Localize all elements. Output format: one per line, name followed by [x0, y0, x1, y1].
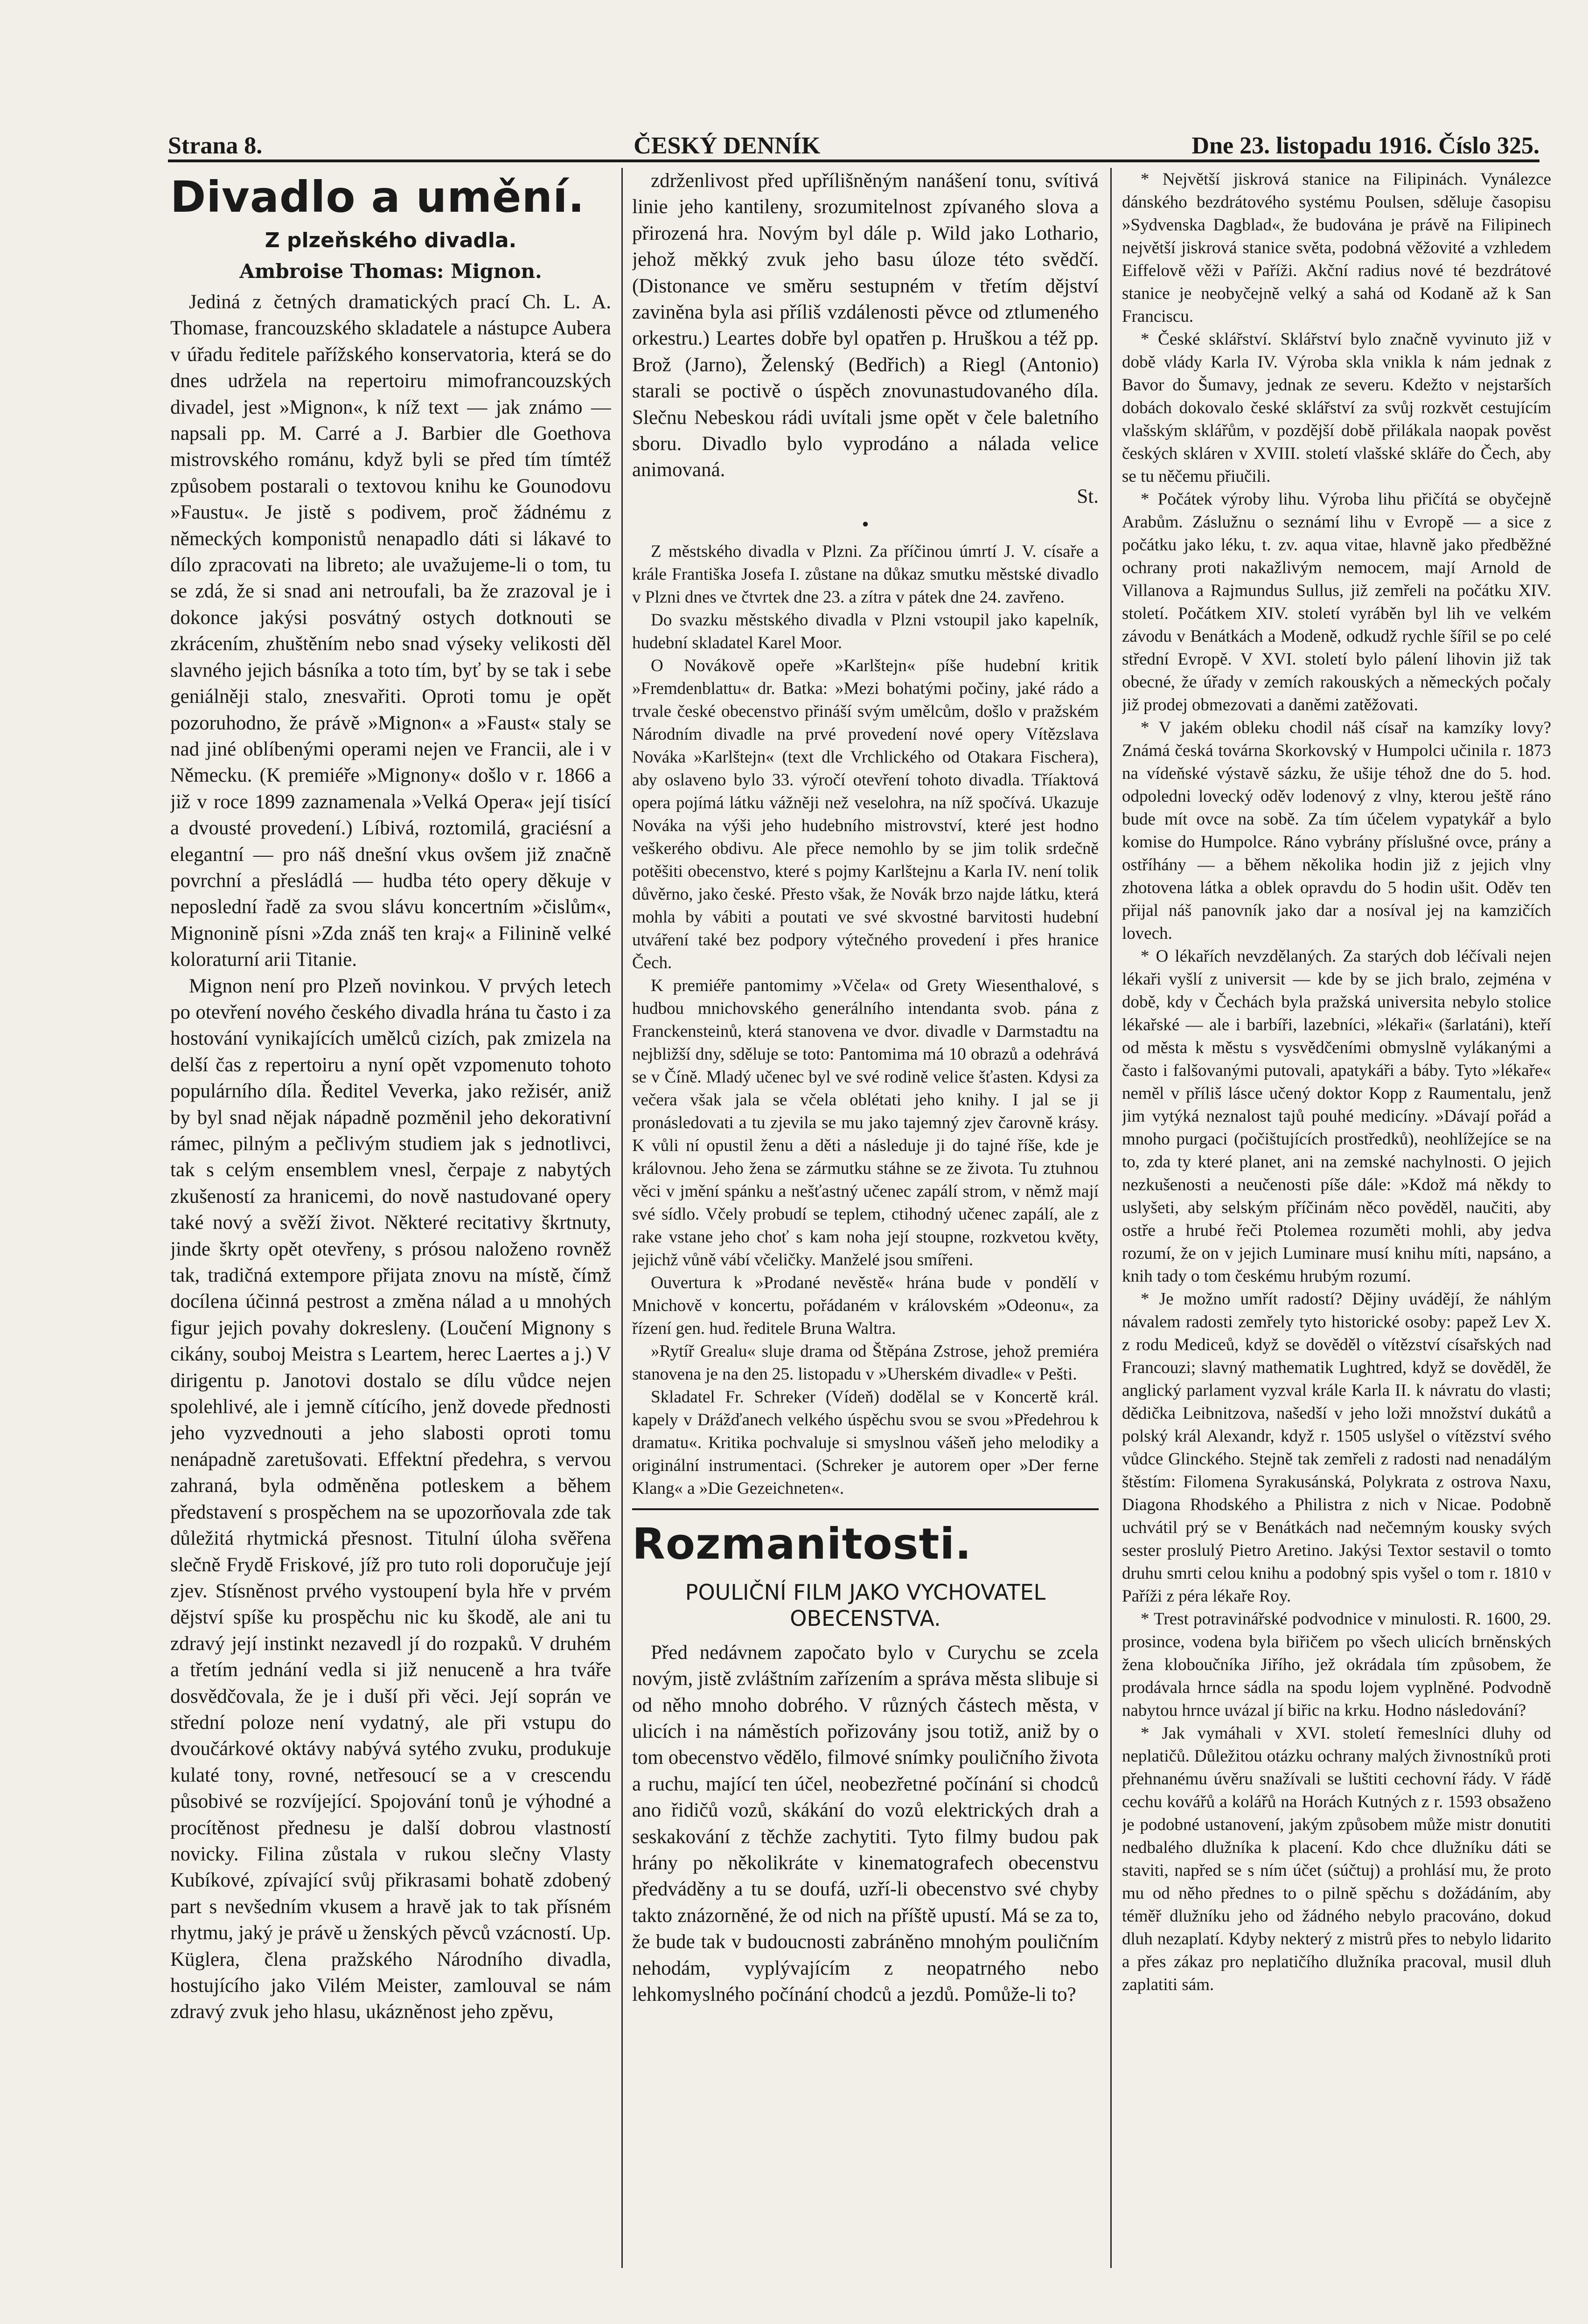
newspaper-name: ČESKÝ DENNÍK — [634, 132, 821, 159]
paragraph: zdrženlivost před upřílišněným nanášení tonu, svítivá linie jeho kantileny, srozumitelnost zpívaného slova a přirozená hra. Novým byl dále p. Wild jako Lothario, jehož měkký zvuk jeho basu úloze této svědčí. (Distonance ve směru sestupném v třetím dějství zaviněna byla asi příliš vzdálenosti pěvce od ztlumeného orkestru.) Leartes dobře byl opatřen p. Hruškou a též pp. Brož (Jarno), Želenský (Bedřich) a Riegl (Antonio) starali se poctivě o úspěch znovunastudovaného díla. Slečnu Nebeskou rádi uvítali jsme opět v čele baletního sboru. Divadlo bylo vyprodáno a nálada velice animovaná. — [632, 170, 1099, 481]
page-header — [168, 127, 1539, 162]
paragraph: »Rytíř Grealu« sluje drama od Štěpána Zstrose, jehož premiéra stanovena je na den 25. listopadu v »Uherském divadle« v Pešti. — [632, 1341, 1099, 1384]
paragraph: Do svazku městského divadla v Plzni vstoupil jako kapelník, hudební skladatel Karel Moor. — [632, 610, 1099, 652]
column-rule — [621, 168, 623, 2268]
paragraph: * Je možno umřít radostí? Dějiny uvádějí, že náhlým návalem radosti zemřely tyto historické osoby: papež Lev X. z rodu Mediceů, když se dověděl o vítězství císařských nad Francouzi; slavný mathematik Lughtred, když se dověděl, že anglický parlament vyzval krále Karla II. k návratu do vlasti; dědička Leibnitzova, našedší v jeho loži množství dukátů a polský král Alexandr, když r. 1505 uslyšel o vítězství svého vůdce Glinckého. Stejně tak zemřeli z radosti nad nenadálým štěstím: Filomena Syrakusánská, Polykrata z ostrova Naxu, Diagona Rhodského a Philistra z nich v Nicae. Podobně uchvátil prý se v Benátkách nad nečemným kousky svých sester proslulý Pietro Aretino. Jakýsi Textor sestavil o tomto druhu smrti celou knihu a podobný spis vyšel o tom r. 1810 v Paříži z péra lékaře Roy. — [1122, 1290, 1551, 1606]
separator: • — [862, 513, 869, 536]
article-heading: POULIČNÍ FILM JAKO VYCHOVATEL OBECENSTVA. — [685, 1579, 1046, 1631]
divider — [632, 1508, 1099, 1510]
paragraph: Ouvertura k »Prodané nevěstě« hrána bude v pondělí v Mnichově v koncertu, pořádaném v královském »Odeonu«, za řízení gen. hud. ředitele Bruna Waltra. — [632, 1273, 1099, 1338]
paragraph: * O lékařích nevzdělaných. Za starých dob léčívali nejen lékaři vyšlí z universit — kde by se jich bralo, zejména v době, kdy v Čechách byla pražská universita nebylo stolice lékařské — ale i barbíři, lazebníci, »lékaři« (šarlatáni), kteří od města k městu s vysvědčeními obmyslně vylákanými a často i falšovanými putovali, apatykáři a báby. Tyto »lékaře« neměl v příliš lásce učený doktor Kopp z Raumentalu, jenž jim vytýká neznalost tajů pouhé medicíny. »Dávají pořád a mnoho purgaci (počištujících prostředků), neohlížejíce se na to, zda ty které planet, ani na zemské nachylnosti. O jejich nezkušenosti a neučenosti píše dále: »Kdož má někdy to uslyšeti, aby selským příčinám něco pověděl, naučiti, aby ostře a hrubé řeči Ptolemea rozuměti mohli, aby jedva rozumí, že on v jejich Luminare musí knihu míti, napsáno, a knih tady o tom českému hrubým rozumí. — [1122, 947, 1551, 1286]
section-title: Rozmanitosti. — [632, 1519, 972, 1569]
paragraph: * Největší jiskrová stanice na Filipinách. Vynálezce dánského bezdrátového systému Poulsen, sděluje časopisu »Sydvenska Dagblad«, že budována je právě na Filipinech největší jiskrová stanice světa, podobná věžovité a vzhledem Eiffelově věži v Paříži. Akční radius nové té bezdrátové stanice je neobyčejně velký a sahá od Kodaně až k San Franciscu. — [1122, 170, 1551, 326]
paragraph: * Jak vymáhali v XVI. století řemeslníci dluhy od neplatičů. Důležitou otázku ochrany malých živnostníků proti přehnanému úvěru snažívali se luštiti cechovní řády. V řádě cechu kovářů a kolářů na Horách Kutných z r. 1593 obsaženo je podobné ustanovení, jakým způsobem může mistr donutiti nedbalého dlužníka k placení. Kdo chce dlužníku dáti se staviti, napřed se s ním účet (súčtuj) a prohlásí mu, že proto mu od něho přednes to o pilně spěchu s dožádáním, aby téměř dlužníku jeho od žádného nebylo pracováno, dokud dluh nezaplatí. Kdyby nekterý z mistrů přes to nebylo lidarito a přes zákaz pro neplatičího dlužníka pracoval, musil dluh zaplatiti sám. — [1122, 1724, 1551, 1994]
paragraph: * České sklářství. Sklářství bylo značně vyvinuto již v době vlády Karla IV. Výroba skla vnikla k nám jednak z Bavor do Šumavy, jednak ze severu. Kdežto v nejstarších dobách dokovalo české sklářství za svůj rozkvět cestujícím vlašským sklářům, v pozdější době přilákala naopak pověst českých skláren v XVIII. století vlašské skláře do Čech, aby se tu něčemu přiučili. — [1122, 330, 1551, 486]
section-title: Divadlo a umění. — [170, 172, 585, 222]
column-2 — [632, 168, 1099, 2280]
column-3 — [1122, 168, 1551, 2280]
paragraph: O Novákově opeře »Karlštejn« píše hudební kritik »Fremdenblattu« dr. Batka: »Mezi bohatými počiny, jaké rádo a trvale české obecenstvo přináší svým umělcům, došlo v pražském Národním divadle na prvé provedení nové opery Vítězslava Nováka »Karlštejn« (text dle Vrchlického od Otakara Fischera), aby oslaveno bylo 33. výročí otevření tohoto divadla. Tříaktová opera pojímá látku vážněji než veselohra, na níž spočívá. Ukazuje Nováka na výši jeho hudebního mistrovství, které jest hodno veškerého obdivu. Ale přece nemohlo by se jim tolik srdečně potěšiti obecenstvo, které s pojmy Karlštejnu a Karla IV. není tolik důvěrno, jako české. Přesto však, že Novák brzo najde látku, která mohla by vábiti a poutati ve své skvostné barvitosti hudební utváření také bez podpory výtečného provedení i přes hranice Čech. — [632, 656, 1099, 972]
section-subtitle: Z plzeňského divadla. — [265, 229, 517, 252]
article-heading: Ambroise Thomas: Mignon. — [239, 260, 542, 283]
paragraph: Mignon není pro Plzeň novinkou. V prvých letech po otevření nového českého divadla hrána tu často i za hostování vynikajících umělců cizích, pak zmizela na delší čas z repertoiru a nyní opět vzpomenuto tohoto populárního díla. Ředitel Veverka, jako režisér, aniž by byl snad nějak nápadně pozměnil jeho dekorativní rámec, pilným a pečlivým studiem jak s jednotlivci, tak s celým ensemblem vnesl, čerpaje z nabytých zkušeností za hranicemi, do nově nastudované opery také nový a svěží život. Některé recitativy škrtnuty, jinde škrty opět otevřeny, s prósou naloženo rovněž tak, tradičná extempore přijata znovu na místě, čímž docílena účinná pestrost a změna nálad a u mnohých figur jejich povahy dokresleny. (Loučení Mignony s cikány, souboj Meistra s Leartem, herec Laertes a j.) V dirigentu p. Janotovi dostalo se dílu vůdce nejen spolehlivé, ale i jemně cítícího, jenž dovede přednosti jeho vyzvednouti a jeho slabosti oproti tomu nenápadně zaretušovati. Effektní předehra, s vervou zahraná, byla odměněna potleskem a během představení s prospěchem na se upozorňovala zde tak důležitá rhytmická přesnost. Titulní úloha svěřena slečně Frydě Friskové, jíž pro tuto roli doporučuje její zjev. Stísněnost prvého vystoupení byla hře v prvém dějství spíše ku prospěchu nic ku škodě, ale ani tu zdravý její instinkt nezavedl jí do rozpaků. V druhém a třetím jednání vedla si již nenuceně a hra tváře dosvědčovala, že je i duší při věci. Její soprán ve střední poloze není vydatný, ale při vstupu do dvoučárkové oktávy nabývá sytého zvuku, produkuje kulaté tony, rovné, netřesoucí se a v crescendu působivé se rozvíjející. Spojování tonů je výhodné a procítěnost přednesu je další dobrou vlastností novicky. Filina zůstala v rukou slečny Vlasty Kubíkové, zpívající svůj přikrasami bohatě zdobený part s nevšedním vkusem a hravě jak to tak přísném rhytmu, jaký je právě u ženských pěvců vzácností. Up. Küglera, člena pražského Národního divadla, hostujícího jako Vilém Meister, zamlouval se nám zdravý zvuk jeho hlasu, ukázněnost jeho zpěvu, — [170, 975, 611, 2023]
paragraph: Skladatel Fr. Schreker (Vídeň) dodělal se v Koncertě král. kapely v Drážďanech velkého úspěchu svou se svou »Předehrou k dramatu«. Kritika pochvaluje si smyslnou vášeň jeho melodiky a originální instrumentaci. (Schreker je autorem oper »Der ferne Klang« a »Die Gezeichneten«. — [632, 1387, 1099, 1498]
paragraph: * V jakém obleku chodil náš císař na kamzíky lovy? Známá česká továrna Skorkovský v Humpolci učinila r. 1873 na vídeňské výstavě sázku, že ušije téhož dne do 5. hod. odpoledni lovecký oděv lodenový z vlny, kterou ještě ráno bude mít ovce na sobě. Za tím účelem vypatykář a bylo komise do Humpolce. Ráno vybrány příslušné ovce, prány a ostříhány — a během několika hodin již z jejich vlny zhotovena látka a oblek opravdu do 5 hodin ušit. Oděv ten přijal náš panovník jako dar a nosíval jej na kamzičích lovech. — [1122, 718, 1551, 943]
page-number: Strana 8. — [168, 132, 263, 159]
paragraph: Před nedávnem započato bylo v Curychu se zcela novým, jistě zvláštním zařízením a správa města slibuje si od něho mnoho dobrého. V různých částech města, v ulicích i na náměstích pořizovány jsou totiž, aniž by o tom obecenstvo vědělo, filmové snímky pouličního života a ruchu, mající ten účel, neobezřetné počínání si chodců ano řidičů vozů, skákání do vozů elektrických drah a seskakování z těchže zachytiti. Tyto filmy budou pak hrány po několikráte v kinematografech obecenstvu předváděny a tu se doufá, uzří-li obecenstvo své chyby takto znázorněné, že od nich na příště upustí. Má se za to, že bude tak v budoucnosti zabráněno mnohým pouličním nehodám, vyplývajícím z neopatrného nebo lehkomyslného počínání chodců a jezdů. Pomůže-li to? — [632, 1641, 1099, 2005]
column-rule — [1110, 168, 1112, 2268]
column-1 — [170, 168, 611, 2280]
paragraph: Z městského divadla v Plzni. Za příčinou úmrtí J. V. císaře a krále Františka Josefa I. zůstane na důkaz smutku městské divadlo v Plzni dnes ve čtvrtek dne 23. a zítra v pátek dne 24. zavřeno. — [632, 541, 1099, 607]
paragraph: Jediná z četných dramatických prací Ch. L. A. Thomase, francouzského skladatele a nástupce Aubera v úřadu ředitele pařížského konservatoria, která se do dnes udržela na repertoiru mimofrancouzských divadel, jest »Mignon«, k níž text — jak známo — napsali pp. M. Carré a J. Barbier dle Goethova mistrovského románu, když byli se před tím tímtéž způsobem postarali o textovou knihu ke Gounodovu »Faustu«. Je jistě s podivem, proč žádnému z německých komponistů nenapadlo dáti si lákavé to dílo zpracovati na libreto; ale uvažujeme-li o tom, tu se zdá, že si snad ani netroufali, ba že zrazoval je i dokonce jakýsi posvátný ostych dotknouti se zkrácením, zhuštěním nebo snad výseky velikosti děl slavného jejich básníka a toto tím, byť by se tak i sebe geniálněji stalo, znesvařiti. Oproti tomu je opět pozoruhodno, že právě »Mignon« a »Faust« staly se nad jiné oblíbenými operami nejen ve Francii, ale i v Německu. (K premiéře »Mignony« došlo v r. 1866 a již v roce 1899 zaznamenala »Velká Opera« její tisící a dvousté provedení.) Líbivá, roztomilá, graciésní a elegantní — pro náš dnešní vkus ovšem již značně povrchní a přesládlá — hudba této opery děkuje v neposlední řadě za svou slávu koncertním »čislům«, Mignonině písni »Zda znáš ten kraj« a Filinině velké koloraturní arii Titanie. — [170, 291, 611, 971]
paragraph: * Počátek výroby lihu. Výroba lihu přičítá se obyčejně Arabům. Záslužnu o seznámí lihu v Evropě — a sice z počátku jako léku, t. zv. aqua vitae, hlavně jako předběžné ochrany proti nakažlivým nemocem, mají Arnold de Villanova a Rajmundus Sullus, již zemřeli na počátku XIV. století. Počátkem XIV. století vyráběn byl lih ve velkém závodu v Benátkách a Modeně, odkudž rychle šířil se po celé střední Evropě. V XVI. století bylo pálení lihovin již tak obecné, že úřady v zemích rakouských a německých počaly již prodej obmezovati a daněmi zatěžovati. — [1122, 490, 1551, 715]
paragraph: K premiéře pantomimy »Včela« od Grety Wiesenthalové, s hudbou mnichovského generálního intendanta svob. pána z Franckensteinů, která stanovena ve dvor. divadle v Darmstadtu na nejbližší dny, sděluje se toto: Pantomima má 10 obrazů a odehrává se v Číně. Mladý učenec byl ve své rodině velice šťasten. Kdysi za večera však jala se včela oblétati jeho knihy. I jal se ji pronásledovati a tu zjevila se mu jako tajemný zjev čarovně krásy. K vůli ní opustil ženu a děti a následuje ji do tajné říše, kde je královnou. Jeho žena se zármutku stáhne se ze života. Tu ztuhnou věci v jmění spánku a nešťastný učenec zapálí strom, v němž mají své sídlo. Včely probudí se teplem, ctihodný učenec zapálí, ale z rake vstane jeho choť s kam noha její stoupne, rozkvetou květy, jejichž vůně vábí včeličky. Manželé jsou smířeni. — [632, 976, 1099, 1270]
paragraph: * Trest potravinářské podvodnice v minulosti. R. 1600, 29. prosince, vodena byla biřičem po všech ulicích brněnských žena kloboučníka Jiřího, jež okrádala tím způsobem, že prodávala hrnce sádla na spodu lojem vyplněné. Podvodně nabytou hrnce uvázal jí biřic na krku. Hodno následování? — [1122, 1609, 1551, 1720]
issue-date: Dne 23. listopadu 1916. Číslo 325. — [1191, 132, 1539, 159]
signature: St. — [1077, 485, 1099, 507]
